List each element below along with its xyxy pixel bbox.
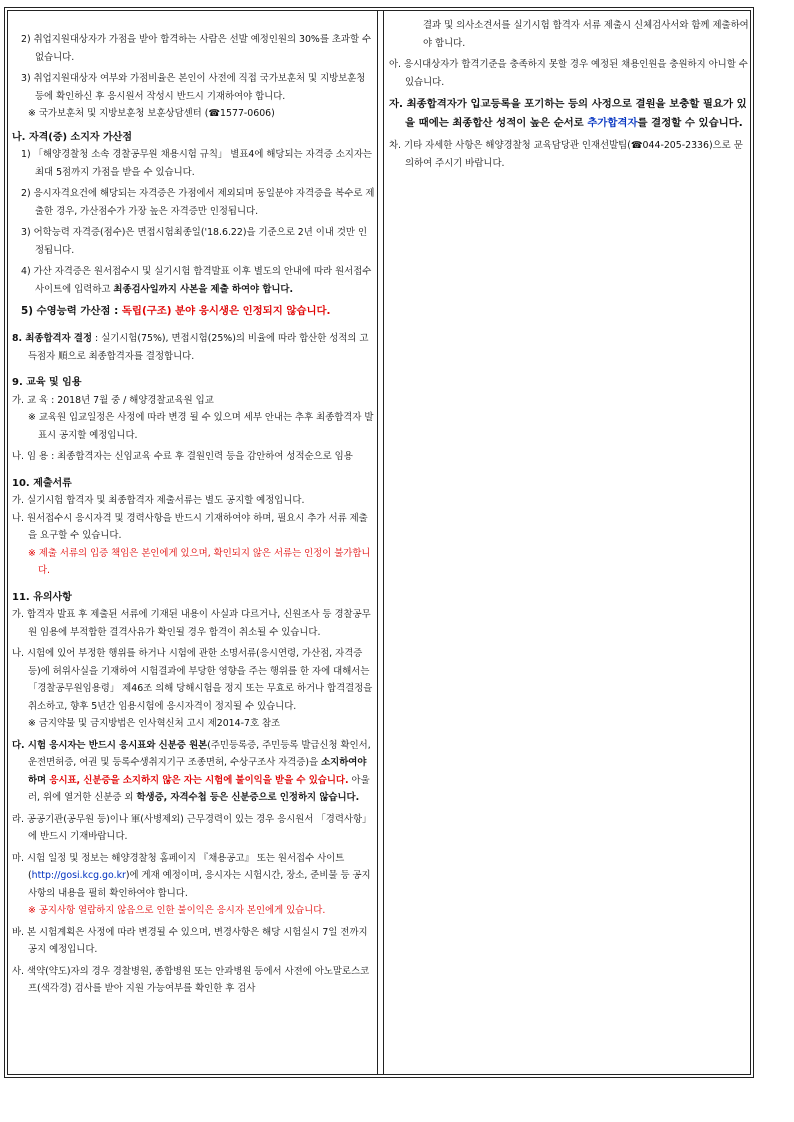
swim-points-sep: : xyxy=(110,305,122,317)
note-education: ※ 교육원 입교일정은 사정에 따라 변경 될 수 있으며 세부 안내는 추후 최종합격자 발표시 공지할 예정입니다. xyxy=(28,412,374,441)
para-caution-ja xyxy=(385,95,750,133)
id-required-lead: 다. 시험 응시자는 반드시 응시표와 신분증 원본 xyxy=(12,739,208,751)
note-caution-na: ※ 금지약물 및 금지방법은 인사혁신처 고시 제2014-7호 참조 xyxy=(28,718,281,729)
right-column xyxy=(385,11,750,1074)
para-cert-1: 1) 「해양경찰청 소속 경찰공무원 채용시험 규칙」 별표4에 해당되는 자격증 소지자는 최대 5점까지 가점을 받을 수 있습니다. xyxy=(21,149,372,178)
para-caution-cha: 차. 기타 자세한 사항은 해양경찰청 교육담당관 인재선발팀(☎044-205-2336)으로 문의하여 주시기 바랍니다. xyxy=(389,140,743,169)
left-column xyxy=(8,11,375,1074)
cert-4-text: 4) 가산 자격증은 원서접수시 및 실기시험 합격발표 이후 별도의 안내에 따라 원서접수사이트에 입력하고 xyxy=(21,266,372,295)
notice-frame xyxy=(7,10,751,1075)
final-decision-label: 8. 최종합격자 결정 xyxy=(12,333,93,344)
para-veteran-check: 3) 취업지원대상자 여부와 가점비율은 본인이 사전에 직접 국가보훈처 및 지방보훈청 등에 확인하신 후 응시원서 작성시 반드시 기재하여야 합니다. xyxy=(21,73,366,102)
note-caution-ma: ※ 공지사항 열람하지 않음으로 인한 불이익은 응시자 본인에게 있습니다. xyxy=(28,905,326,916)
heading-cautions: 11. 유의사항 xyxy=(12,591,72,603)
para-documents-1: 가. 실기시험 합격자 및 최종합격자 제출서류는 별도 공지할 예정입니다. xyxy=(12,495,305,506)
schedule-text-2: )에 게재 예정이며, 응시자는 시험시간, 장소, 준비물 등 공지사항의 내용을 필히 확인하여야 합니다. xyxy=(28,870,371,899)
para-caution-sa-cont: 결과 및 의사소견서를 실기시험 합격자 서류 제출시 신체검사서와 함께 제출하여야 합니다. xyxy=(423,20,749,49)
swim-points-warning: 독립(구조) 분야 응시생은 인정되지 않습니다. xyxy=(121,305,331,317)
para-veteran-limit: 2) 취업지원대상자가 가점을 받아 합격하는 사람은 선발 예정인원의 30%를 초과할 수 없습니다. xyxy=(21,34,372,63)
additional-pass-text: 자. 최종합격자가 입교등록을 포기하는 등의 사정으로 결원을 보충할 필요가 있을 때에는 최종합산 성적이 높은 순서로 xyxy=(389,98,747,129)
para-cert-2: 2) 응시자격요건에 해당되는 자격증은 가점에서 제외되며 동일분야 자격증을 복수로 제출한 경우, 가산점수가 가장 높은 자격증만 인정됩니다. xyxy=(21,188,375,217)
column-divider xyxy=(377,11,384,1074)
heading-education: 9. 교육 및 임용 xyxy=(12,377,82,388)
heading-documents: 10. 제출서류 xyxy=(12,477,72,489)
para-final-decision xyxy=(8,330,375,365)
final-decision-text: : 실기시험(75%), 면접시험(25%)의 비율에 따라 합산한 성적의 고득점자 順으로 최종합격자를 결정합니다. xyxy=(28,333,369,362)
note-documents: ※ 제출 서류의 입증 책임은 본인에게 있으며, 확인되지 않은 서류는 인정이 불가합니다. xyxy=(28,547,371,576)
para-cert-4 xyxy=(8,263,375,298)
para-caution-ba: 바. 본 시험계획은 사정에 따라 변경될 수 있으며, 변경사항은 해당 시험실시 7일 전까지 공지 예정입니다. xyxy=(12,926,368,955)
note-veteran-center: ※ 국가보훈처 및 지방보훈청 보훈상담센터 (☎1577-0606) xyxy=(28,108,275,119)
id-list: (주민등록증, 주민등록 발급신청 확인서, 운전면허증, 여권 및 등록수생취지기구 조종면허, 수상구조사 자격증)을 xyxy=(28,739,371,768)
para-caution-na: 나. 시험에 있어 부정한 행위를 하거나 시험에 관한 소명서류(응시연령, 가산점, 자격증 등)에 허위사실을 기재하여 시험결과에 부당한 영향을 주는 행위를 한 자에 대해서는 「경찰공무원임용령」 제46조 의해 당해시험을 정지 또는 무효로 하거나 합격결정을 취소하고, 향후 5년간 임용시험에 응시자격이 정지될 수 있습니다. xyxy=(12,648,373,712)
para-caution-ma xyxy=(8,850,375,903)
id-also: 아울러, 위에 열거한 신분증 외 xyxy=(28,774,370,803)
id-not-accepted: 학생증, 자격수첩 등은 신분증으로 인정하지 않습니다. xyxy=(136,792,360,803)
gosi-link[interactable]: http://gosi.kcg.go.kr xyxy=(31,870,126,881)
para-caution-a: 아. 응시대상자가 합격기준을 충족하지 못할 경우 예정된 채용인원을 충원하지 아니할 수 있습니다. xyxy=(389,59,748,88)
swim-points-label: 5) 수영능력 가산점 xyxy=(21,305,111,317)
para-documents-2: 나. 원서접수시 응시자격 및 경력사항을 반드시 기재하여야 하며, 필요시 추가 서류 제출을 요구할 수 있습니다. xyxy=(12,512,368,541)
additional-pass-highlight: 추가합격자 xyxy=(587,117,638,129)
id-warning: 응시표, 신분증을 소지하지 않은 자는 시험에 불이익을 받을 수 있습니다. xyxy=(49,774,349,786)
para-caution-ga: 가. 합격자 발표 후 제출된 서류에 기재된 내용이 사실과 다르거나, 신원조사 등 경찰공무원 임용에 부적합한 결격사유가 확인될 경우 합격이 취소될 수 있습니다. xyxy=(12,609,371,638)
para-caution-ra: 라. 공공기관(공무원 등)이나 軍(사병제외) 근무경력이 있는 경우 응시원서 「경력사항」에 반드시 기재바랍니다. xyxy=(12,813,372,842)
para-cert-3: 3) 어학능력 자격증(점수)은 면접시험최종일('18.6.22)을 기준으로 2년 이내 것만 인정됩니다. xyxy=(21,227,367,256)
id-carry: 소지하여야 하며 xyxy=(28,757,367,786)
heading-certificate-points: 나. 자격(증) 소지자 가산점 xyxy=(12,131,132,143)
para-cert-5 xyxy=(8,302,375,321)
additional-pass-end: 를 결정할 수 있습니다. xyxy=(637,117,743,129)
para-caution-da xyxy=(8,737,375,807)
para-education: 가. 교 육 : 2018년 7월 중 / 해양경찰교육원 입교 xyxy=(12,394,214,406)
schedule-text: 마. 시험 일정 및 정보는 해양경찰청 홈페이지 『채용공고』 또는 원서접수 사이트( xyxy=(12,852,345,881)
para-caution-sa: 사. 색약(약도)자의 경우 경찰병원, 종합병원 또는 안과병원 등에서 사전에 아노말로스코프(색각경) 검사를 받아 지원 가능여부를 확인한 후 검사 xyxy=(12,965,370,994)
cert-4-deadline: 최종검사일까지 사본을 제출 하여야 합니다. xyxy=(113,283,294,295)
para-appointment: 나. 임 용 : 최종합격자는 신임교육 수료 후 결원인력 등을 감안하여 성적순으로 임용 xyxy=(12,451,353,462)
